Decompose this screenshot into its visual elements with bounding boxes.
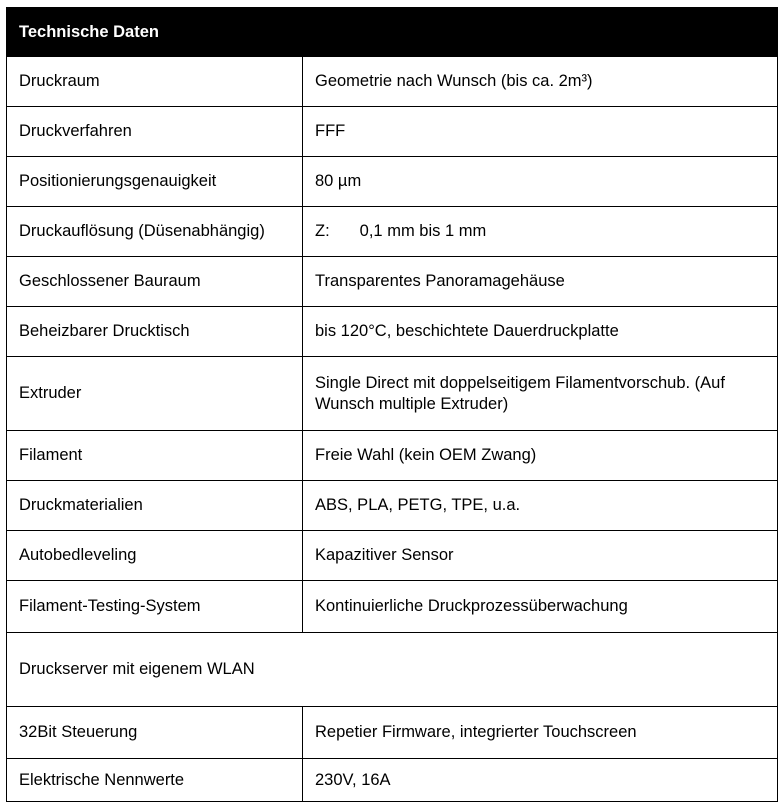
table-row (7, 57, 778, 107)
spec-label: Druckauflösung (Düsenabhängig) (7, 207, 303, 257)
table-row (7, 707, 778, 759)
table-row (7, 633, 778, 707)
table-row (7, 357, 778, 431)
spec-value: Repetier Firmware, integrierter Touchscreen (303, 707, 778, 759)
spec-value: FFF (303, 107, 778, 157)
spec-label: Beheizbarer Drucktisch (7, 307, 303, 357)
table-row (7, 257, 778, 307)
technical-data-sheet (6, 7, 777, 802)
spec-label: Druckserver mit eigenem WLAN (7, 633, 778, 707)
spec-label: Filament (7, 431, 303, 481)
spec-label: Druckverfahren (7, 107, 303, 157)
spec-value: bis 120°C, beschichtete Dauerdruckplatte (303, 307, 778, 357)
table-row (7, 107, 778, 157)
technical-data-table (6, 7, 778, 802)
spec-value: Geometrie nach Wunsch (bis ca. 2m³) (303, 57, 778, 107)
table-row (7, 431, 778, 481)
table-row (7, 581, 778, 633)
spec-label: Druckraum (7, 57, 303, 107)
spec-label: 32Bit Steuerung (7, 707, 303, 759)
spec-value: Freie Wahl (kein OEM Zwang) (303, 431, 778, 481)
spec-value: Kapazitiver Sensor (303, 531, 778, 581)
spec-label: Elektrische Nennwerte (7, 759, 303, 802)
spec-value: 0,1 mm bis 1 mm (359, 222, 487, 240)
table-row (7, 307, 778, 357)
table-header-row (7, 8, 778, 57)
spec-label: Autobedleveling (7, 531, 303, 581)
table-row (7, 481, 778, 531)
spec-value-prefix: Z: (315, 222, 330, 240)
table-row (7, 207, 778, 257)
spec-value: 230V, 16A (303, 759, 778, 802)
spec-label: Positionierungsgenauigkeit (7, 157, 303, 207)
spec-label: Geschlossener Bauraum (7, 257, 303, 307)
table-title: Technische Daten (7, 8, 778, 57)
spec-value: ABS, PLA, PETG, TPE, u.a. (303, 481, 778, 531)
spec-value: Kontinuierliche Druckprozessüberwachung (303, 581, 778, 633)
spec-value: Single Direct mit doppelseitigem Filamentvorschub. (Auf Wunsch multiple Extruder) (303, 357, 778, 431)
spec-value-cell (303, 207, 778, 257)
spec-label: Filament-Testing-System (7, 581, 303, 633)
table-row (7, 157, 778, 207)
spec-label: Druckmaterialien (7, 481, 303, 531)
table-row (7, 759, 778, 802)
spec-label: Extruder (7, 357, 303, 431)
table-row (7, 531, 778, 581)
spec-value: 80 µm (303, 157, 778, 207)
spec-value: Transparentes Panoramagehäuse (303, 257, 778, 307)
